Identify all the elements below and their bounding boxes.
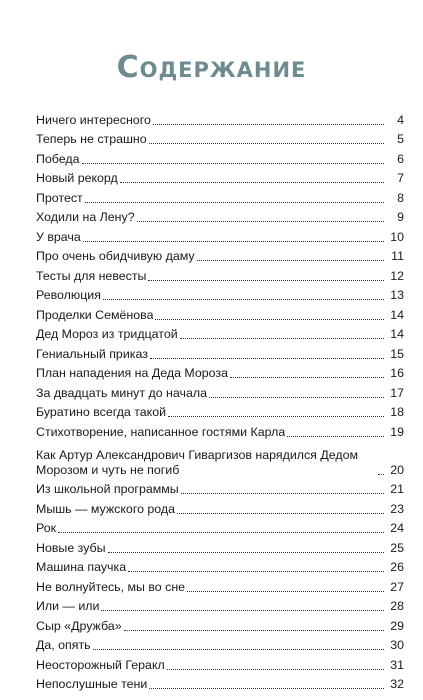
toc-entry-title: Гениальный приказ	[36, 346, 148, 361]
toc-entry[interactable]	[36, 323, 404, 343]
toc-entry-page: 10	[390, 229, 404, 244]
toc-entry-page: 4	[397, 112, 404, 127]
dot-leader	[85, 202, 384, 203]
toc-entry[interactable]	[36, 517, 404, 537]
dot-leader	[180, 338, 384, 339]
toc-entry-title: Буратино всегда такой	[36, 405, 167, 419]
dot-leader	[181, 493, 384, 494]
toc-entry-page: 13	[390, 288, 404, 302]
toc-entry-page: 7	[397, 171, 404, 185]
toc-entry[interactable]	[36, 206, 404, 226]
toc-entry[interactable]	[36, 284, 404, 304]
toc-entry[interactable]	[36, 303, 404, 323]
toc-entry[interactable]	[36, 128, 404, 148]
toc-entry[interactable]	[36, 264, 404, 284]
toc-entry-title: План нападения на Деда Мороза	[36, 366, 229, 380]
toc-entry-page: 29	[390, 618, 404, 633]
toc-entry-title: Непослушные тени	[36, 677, 148, 691]
toc-entry[interactable]	[36, 381, 404, 401]
toc-entry-page: 15	[390, 346, 404, 361]
table-of-contents	[36, 108, 404, 692]
toc-entry-page: 30	[390, 638, 404, 652]
toc-entry-title: Теперь не страшно	[36, 132, 147, 146]
toc-entry[interactable]	[36, 167, 404, 187]
toc-entry-title: Дед Мороз из тридцатой	[36, 327, 178, 341]
toc-entry-title: У врача	[36, 229, 81, 244]
toc-entry-title: Мышь — мужского рода	[36, 501, 176, 516]
toc-entry-title: Тесты для невесты	[36, 268, 147, 283]
toc-entry-title: Или — или	[36, 599, 100, 613]
toc-entry-page: 28	[390, 599, 404, 613]
toc-entry-title: Рок	[36, 521, 57, 535]
dot-leader	[82, 163, 385, 164]
toc-entry[interactable]	[36, 147, 404, 167]
toc-entry[interactable]	[36, 342, 404, 362]
toc-entry-page: 32	[390, 677, 404, 691]
toc-entry[interactable]	[36, 108, 404, 128]
dot-leader	[101, 610, 384, 611]
dot-leader	[209, 397, 384, 398]
dot-leader	[177, 513, 384, 514]
toc-entry-page: 9	[397, 210, 404, 224]
dot-leader	[148, 280, 384, 281]
toc-entry-page: 23	[390, 501, 404, 516]
dot-leader	[155, 319, 384, 320]
toc-entry-title: Про очень обидчивую даму	[36, 249, 195, 263]
toc-entry[interactable]	[36, 362, 404, 382]
toc-entry-page: 26	[390, 560, 404, 574]
toc-entry-page: 14	[390, 327, 404, 341]
toc-entry-title: Да, опять	[36, 638, 91, 652]
toc-entry[interactable]	[36, 225, 404, 245]
toc-entry-title: Проделки Семёнова	[36, 307, 154, 322]
toc-entry-page: 11	[391, 249, 404, 263]
toc-entry-title: Протест	[36, 190, 83, 205]
toc-entry[interactable]	[36, 186, 404, 206]
dot-leader	[197, 260, 384, 261]
dot-leader	[108, 552, 384, 553]
dot-leader	[149, 143, 384, 144]
toc-entry-title: Новый рекорд	[36, 171, 118, 185]
dot-leader	[153, 124, 384, 125]
dot-leader	[103, 299, 384, 300]
toc-entry[interactable]	[36, 536, 404, 556]
toc-entry-title: За двадцать минут до начала	[36, 385, 207, 400]
dot-leader	[137, 221, 384, 222]
toc-entry-page: 16	[390, 366, 404, 380]
toc-entry-page: 8	[397, 190, 404, 205]
toc-entry-page: 19	[390, 424, 404, 439]
dot-leader	[378, 474, 384, 475]
toc-entry[interactable]	[36, 245, 404, 265]
toc-entry-title: Ничего интересного	[36, 112, 151, 127]
dot-leader	[187, 591, 384, 592]
dot-leader	[124, 630, 384, 631]
toc-entry-page: 14	[390, 307, 404, 322]
toc-entry-title: Сыр «Дружба»	[36, 618, 122, 633]
toc-entry[interactable]	[36, 440, 404, 478]
dot-leader	[168, 416, 384, 417]
toc-entry[interactable]	[36, 401, 404, 421]
dot-leader	[230, 377, 384, 378]
toc-entry-title: Победа	[36, 151, 80, 166]
toc-entry-page: 21	[390, 482, 404, 496]
toc-entry-page: 18	[390, 405, 404, 419]
toc-entry-title: Стихотворение, написанное гостями Карла	[36, 424, 286, 439]
toc-entry[interactable]	[36, 595, 404, 615]
toc-entry-page: 24	[390, 521, 404, 535]
toc-entry-title: Не волнуйтесь, мы во сне	[36, 579, 186, 594]
toc-entry-title: Ходили на Лену?	[36, 210, 135, 224]
dot-leader	[167, 669, 384, 670]
toc-entry-page: 6	[397, 151, 404, 166]
dot-leader	[150, 358, 384, 359]
dot-leader	[149, 688, 384, 689]
toc-entry[interactable]	[36, 497, 404, 517]
dot-leader	[83, 241, 384, 242]
toc-entry-title: Неосторожный Геракл	[36, 657, 165, 672]
toc-entry-title: Как Артур Александрович Гиваргизов нарядился Дедом Морозом и чуть не погиб	[36, 447, 358, 477]
page-title: Содержание	[116, 50, 307, 85]
dot-leader	[287, 436, 384, 437]
toc-entry-page: 25	[390, 540, 404, 555]
toc-entry[interactable]	[36, 420, 404, 440]
dot-leader	[120, 182, 384, 183]
toc-entry-page: 20	[390, 462, 404, 477]
toc-entry[interactable]	[36, 673, 404, 693]
toc-entry-title: Революция	[36, 288, 101, 302]
toc-entry[interactable]	[36, 634, 404, 654]
toc-entry[interactable]	[36, 653, 404, 673]
toc-entry[interactable]	[36, 614, 404, 634]
toc-entry-page: 5	[397, 132, 404, 146]
toc-entry-page: 17	[390, 385, 404, 400]
toc-entry-page: 12	[390, 268, 404, 283]
toc-entry[interactable]	[36, 575, 404, 595]
toc-entry-page: 31	[390, 657, 404, 672]
toc-entry[interactable]	[36, 478, 404, 498]
dot-leader	[128, 571, 384, 572]
toc-entry-page: 27	[390, 579, 404, 594]
toc-entry[interactable]	[36, 556, 404, 576]
toc-entry-title: Из школьной программы	[36, 482, 179, 496]
dot-leader	[93, 649, 384, 650]
dot-leader	[58, 532, 384, 533]
toc-entry-title: Машина паучка	[36, 560, 127, 574]
toc-entry-title: Новые зубы	[36, 540, 106, 555]
